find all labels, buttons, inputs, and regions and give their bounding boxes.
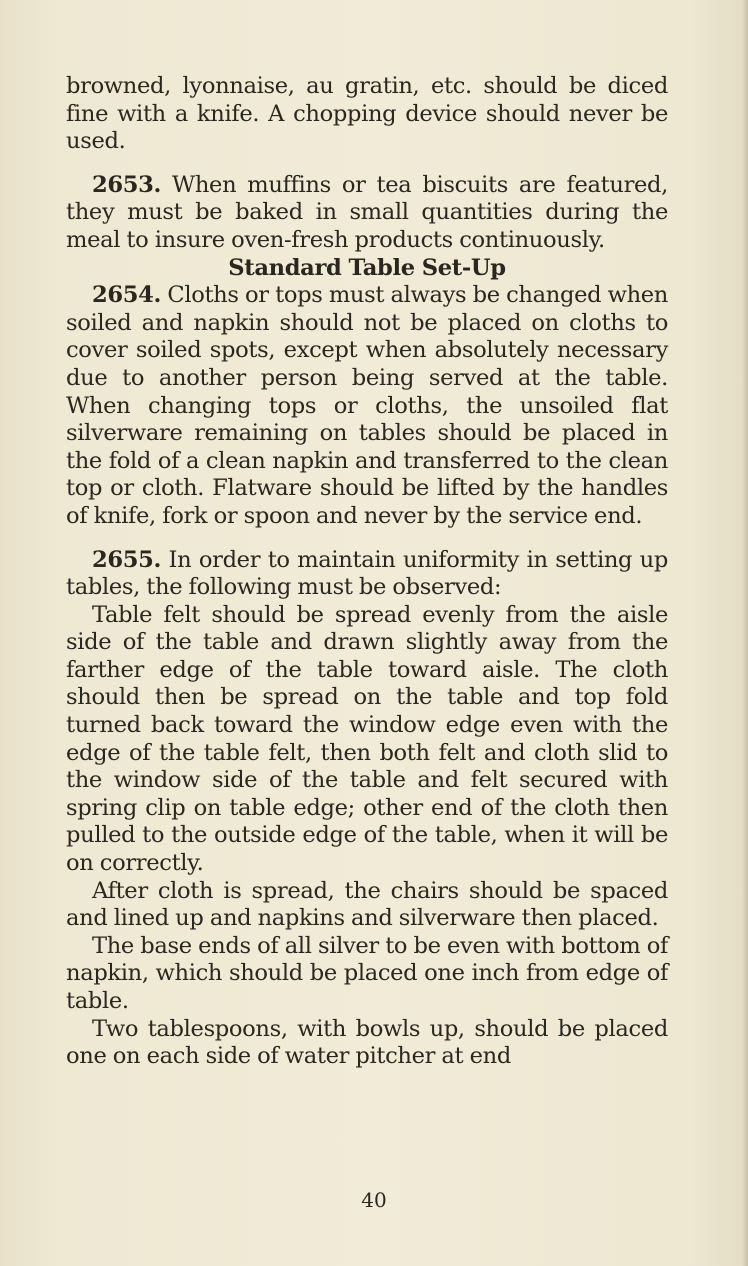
page-body-text	[66, 73, 668, 1071]
paragraph-number: 2655.	[92, 546, 161, 573]
paragraph-after-cloth: After cloth is spread, the chairs should be spaced and lined up and napkins and silverware then placed.	[66, 877, 668, 932]
paragraph-2655	[66, 547, 668, 602]
paragraph-2653	[66, 172, 668, 255]
paragraph-text: In order to maintain uniformity in setting up tables, the following must be observed:	[66, 546, 668, 601]
paragraph-text: Cloths or tops must always be changed when soiled and napkin should not be placed on cloths to cover soiled spots, except when absolutely necessary due to another person being served at the table. When changing tops or cloths, the unsoiled flat silverware remaining on tables should be placed in the fold of a clean napkin and transferred to the clean top or cloth. Flatware should be lifted by the handles of knife, fork or spoon and never by the service end.	[66, 282, 668, 529]
page-edge-shadow	[742, 0, 748, 1266]
paragraph-2654	[66, 282, 668, 530]
section-heading: Standard Table Set-Up	[228, 254, 506, 281]
paragraph-text: browned, lyonnaise, au gratin, etc. should be diced fine with a knife. A chopping device should never be used.	[66, 73, 668, 155]
paragraph-table-felt: Table felt should be spread evenly from the aisle side of the table and drawn slightly away from the farther edge of the table toward aisle. The cloth should then be spread on the table and top fold turned back toward the window edge even with the edge of the table felt, then both felt and cloth slid to the window side of the table and felt secured with spring clip on table edge; other end of the cloth then pulled to the outside edge of the table, when it will be on correctly.	[66, 601, 668, 877]
paragraph-number: 2653.	[92, 171, 161, 198]
page-number: 40	[361, 1188, 387, 1212]
paragraph-text: When muffins or tea biscuits are featured, they must be baked in small quantities during the meal to insure oven-fresh products continuously.	[66, 171, 668, 253]
paragraph-silver-base: The base ends of all silver to be even with bottom of napkin, which should be placed one inch from edge of table.	[66, 932, 668, 1014]
paragraph-continuation	[66, 73, 668, 156]
paragraph-tablespoons: Two tablespoons, with bowls up, should be placed one on each side of water pitcher at end	[66, 1015, 668, 1070]
paragraph-number: 2654.	[92, 282, 161, 309]
